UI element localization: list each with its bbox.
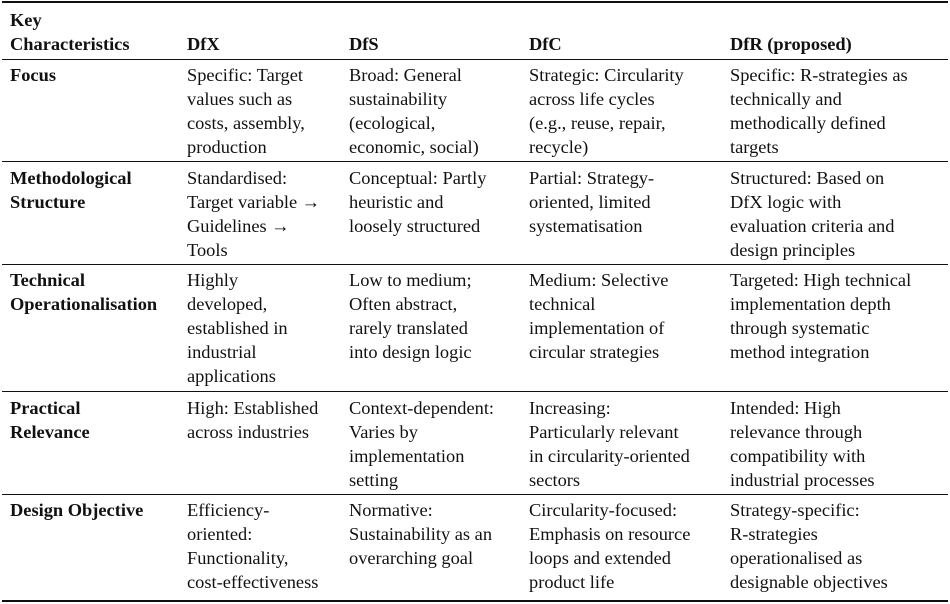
cell-line: Design Objective xyxy=(10,500,144,520)
cell-line: costs, assembly, xyxy=(187,113,305,133)
table-cell xyxy=(730,268,911,364)
cell-line: across life cycles xyxy=(529,89,655,109)
cell-line: Target variable → xyxy=(187,192,321,212)
cell-line: Highly xyxy=(187,270,239,290)
top-rule xyxy=(2,1,948,3)
cell-line: Methodological xyxy=(10,168,132,188)
cell-line: technically and xyxy=(730,89,842,109)
cell-line: evaluation criteria and xyxy=(730,216,895,236)
cell-line: overarching goal xyxy=(349,548,474,568)
cell-line: Particularly relevant xyxy=(529,422,679,442)
cell-line: oriented, limited xyxy=(529,192,651,212)
cell-line: DfX logic with xyxy=(730,192,842,212)
row-label xyxy=(10,498,143,522)
table-cell xyxy=(730,63,908,159)
cell-line: economic, social) xyxy=(349,137,479,157)
cell-line: industrial processes xyxy=(730,470,875,490)
cell-line: industrial xyxy=(187,342,257,362)
cell-line: product life xyxy=(529,572,615,592)
cell-line: Standardised: xyxy=(187,168,288,188)
cell-line: Functionality, xyxy=(187,548,289,568)
table-cell xyxy=(187,63,305,159)
cell-line: systematisation xyxy=(529,216,643,236)
cell-line: Focus xyxy=(10,65,56,85)
table-cell xyxy=(529,498,690,594)
cell-line: Specific: R-strategies as xyxy=(730,65,908,85)
cell-line: Increasing: xyxy=(529,398,611,418)
cell-line: Structured: Based on xyxy=(730,168,885,188)
table-cell xyxy=(529,63,684,159)
table-cell xyxy=(730,396,875,492)
table-cell xyxy=(187,166,320,262)
cell-line: implementation xyxy=(349,446,465,466)
table-cell xyxy=(349,396,494,492)
cell-line: Structure xyxy=(10,192,86,212)
cell-line: implementation depth xyxy=(730,294,891,314)
cell-line: values such as xyxy=(187,89,293,109)
bottom-rule xyxy=(2,600,948,602)
cell-line: Key xyxy=(10,10,42,30)
row-rule xyxy=(2,264,948,265)
cell-line: Efficiency- xyxy=(187,500,270,520)
cell-line: developed, xyxy=(187,294,268,314)
row-label xyxy=(10,166,132,214)
cell-line: sectors xyxy=(529,470,581,490)
cell-line: (ecological, xyxy=(349,113,436,133)
cell-line: Technical xyxy=(10,270,85,290)
cell-line: into design logic xyxy=(349,342,472,362)
cell-line: Often abstract, xyxy=(349,294,458,314)
row-rule xyxy=(2,494,948,495)
cell-line: DfS xyxy=(349,34,379,54)
cell-line: Practical xyxy=(10,398,81,418)
table-cell xyxy=(187,396,318,444)
header-dfc xyxy=(529,32,562,56)
cell-line: loosely structured xyxy=(349,216,481,236)
cell-line: Broad: General xyxy=(349,65,462,85)
table-cell xyxy=(529,268,668,364)
cell-line: across industries xyxy=(187,422,310,442)
cell-line: oriented: xyxy=(187,524,253,544)
cell-line: methodically defined xyxy=(730,113,886,133)
row-rule xyxy=(2,161,948,162)
cell-line: relevance through xyxy=(730,422,863,442)
cell-line: Specific: Target xyxy=(187,65,304,85)
cell-line: Context-dependent: xyxy=(349,398,495,418)
table-cell xyxy=(349,498,492,570)
header-rule xyxy=(2,59,948,60)
table-cell xyxy=(349,268,472,364)
cell-line: Partial: Strategy- xyxy=(529,168,655,188)
cell-line: circular strategies xyxy=(529,342,660,362)
header-dfx xyxy=(187,32,220,56)
cell-line: Sustainability as an xyxy=(349,524,493,544)
cell-line: Emphasis on resource xyxy=(529,524,691,544)
header-dfr xyxy=(730,32,852,56)
cell-line: Medium: Selective xyxy=(529,270,669,290)
cell-line: established in xyxy=(187,318,288,338)
cell-line: High: Established xyxy=(187,398,319,418)
cell-line: heuristic and xyxy=(349,192,444,212)
cell-line: Conceptual: Partly xyxy=(349,168,487,188)
cell-line: technical xyxy=(529,294,596,314)
table-cell xyxy=(187,268,288,388)
header-dfs xyxy=(349,32,379,56)
cell-line: Circularity-focused: xyxy=(529,500,678,520)
cell-line: (e.g., reuse, repair, xyxy=(529,113,666,133)
cell-line: DfC xyxy=(529,34,562,54)
cell-line: sustainability xyxy=(349,89,448,109)
cell-line: designable objectives xyxy=(730,572,888,592)
table-cell xyxy=(349,63,479,159)
row-rule xyxy=(2,391,948,392)
table-cell xyxy=(529,166,654,238)
cell-line: production xyxy=(187,137,267,157)
table-cell xyxy=(349,166,486,238)
cell-line: DfR (proposed) xyxy=(730,34,852,54)
cell-line: setting xyxy=(349,470,399,490)
cell-line: through systematic xyxy=(730,318,870,338)
cell-line: Intended: High xyxy=(730,398,841,418)
cell-line: in circularity-oriented xyxy=(529,446,690,466)
cell-line: implementation of xyxy=(529,318,665,338)
cell-line: compatibility with xyxy=(730,446,866,466)
table-cell xyxy=(529,396,690,492)
cell-line: Strategic: Circularity xyxy=(529,65,684,85)
cell-line: Guidelines → xyxy=(187,216,290,236)
header-key-characteristics xyxy=(10,8,130,56)
cell-line: Varies by xyxy=(349,422,418,442)
cell-line: DfX xyxy=(187,34,220,54)
row-label xyxy=(10,63,56,87)
cell-line: Targeted: High technical xyxy=(730,270,912,290)
table-cell xyxy=(730,498,888,594)
cell-line: Characteristics xyxy=(10,34,130,54)
cell-line: Low to medium; xyxy=(349,270,472,290)
cell-line: cost-effectiveness xyxy=(187,572,319,592)
cell-line: applications xyxy=(187,366,276,386)
cell-line: rarely translated xyxy=(349,318,468,338)
cell-line: design principles xyxy=(730,240,856,260)
cell-line: Normative: xyxy=(349,500,433,520)
cell-line: Relevance xyxy=(10,422,90,442)
cell-line: method integration xyxy=(730,342,870,362)
cell-line: operationalised as xyxy=(730,548,863,568)
cell-line: targets xyxy=(730,137,779,157)
cell-line: Strategy-specific: xyxy=(730,500,860,520)
cell-line: R-strategies xyxy=(730,524,818,544)
table-cell xyxy=(730,166,894,262)
cell-line: Tools xyxy=(187,240,228,260)
cell-line: loops and extended xyxy=(529,548,671,568)
row-label xyxy=(10,268,157,316)
cell-line: Operationalisation xyxy=(10,294,158,314)
cell-line: recycle) xyxy=(529,137,589,157)
table-cell xyxy=(187,498,318,594)
row-label xyxy=(10,396,90,444)
